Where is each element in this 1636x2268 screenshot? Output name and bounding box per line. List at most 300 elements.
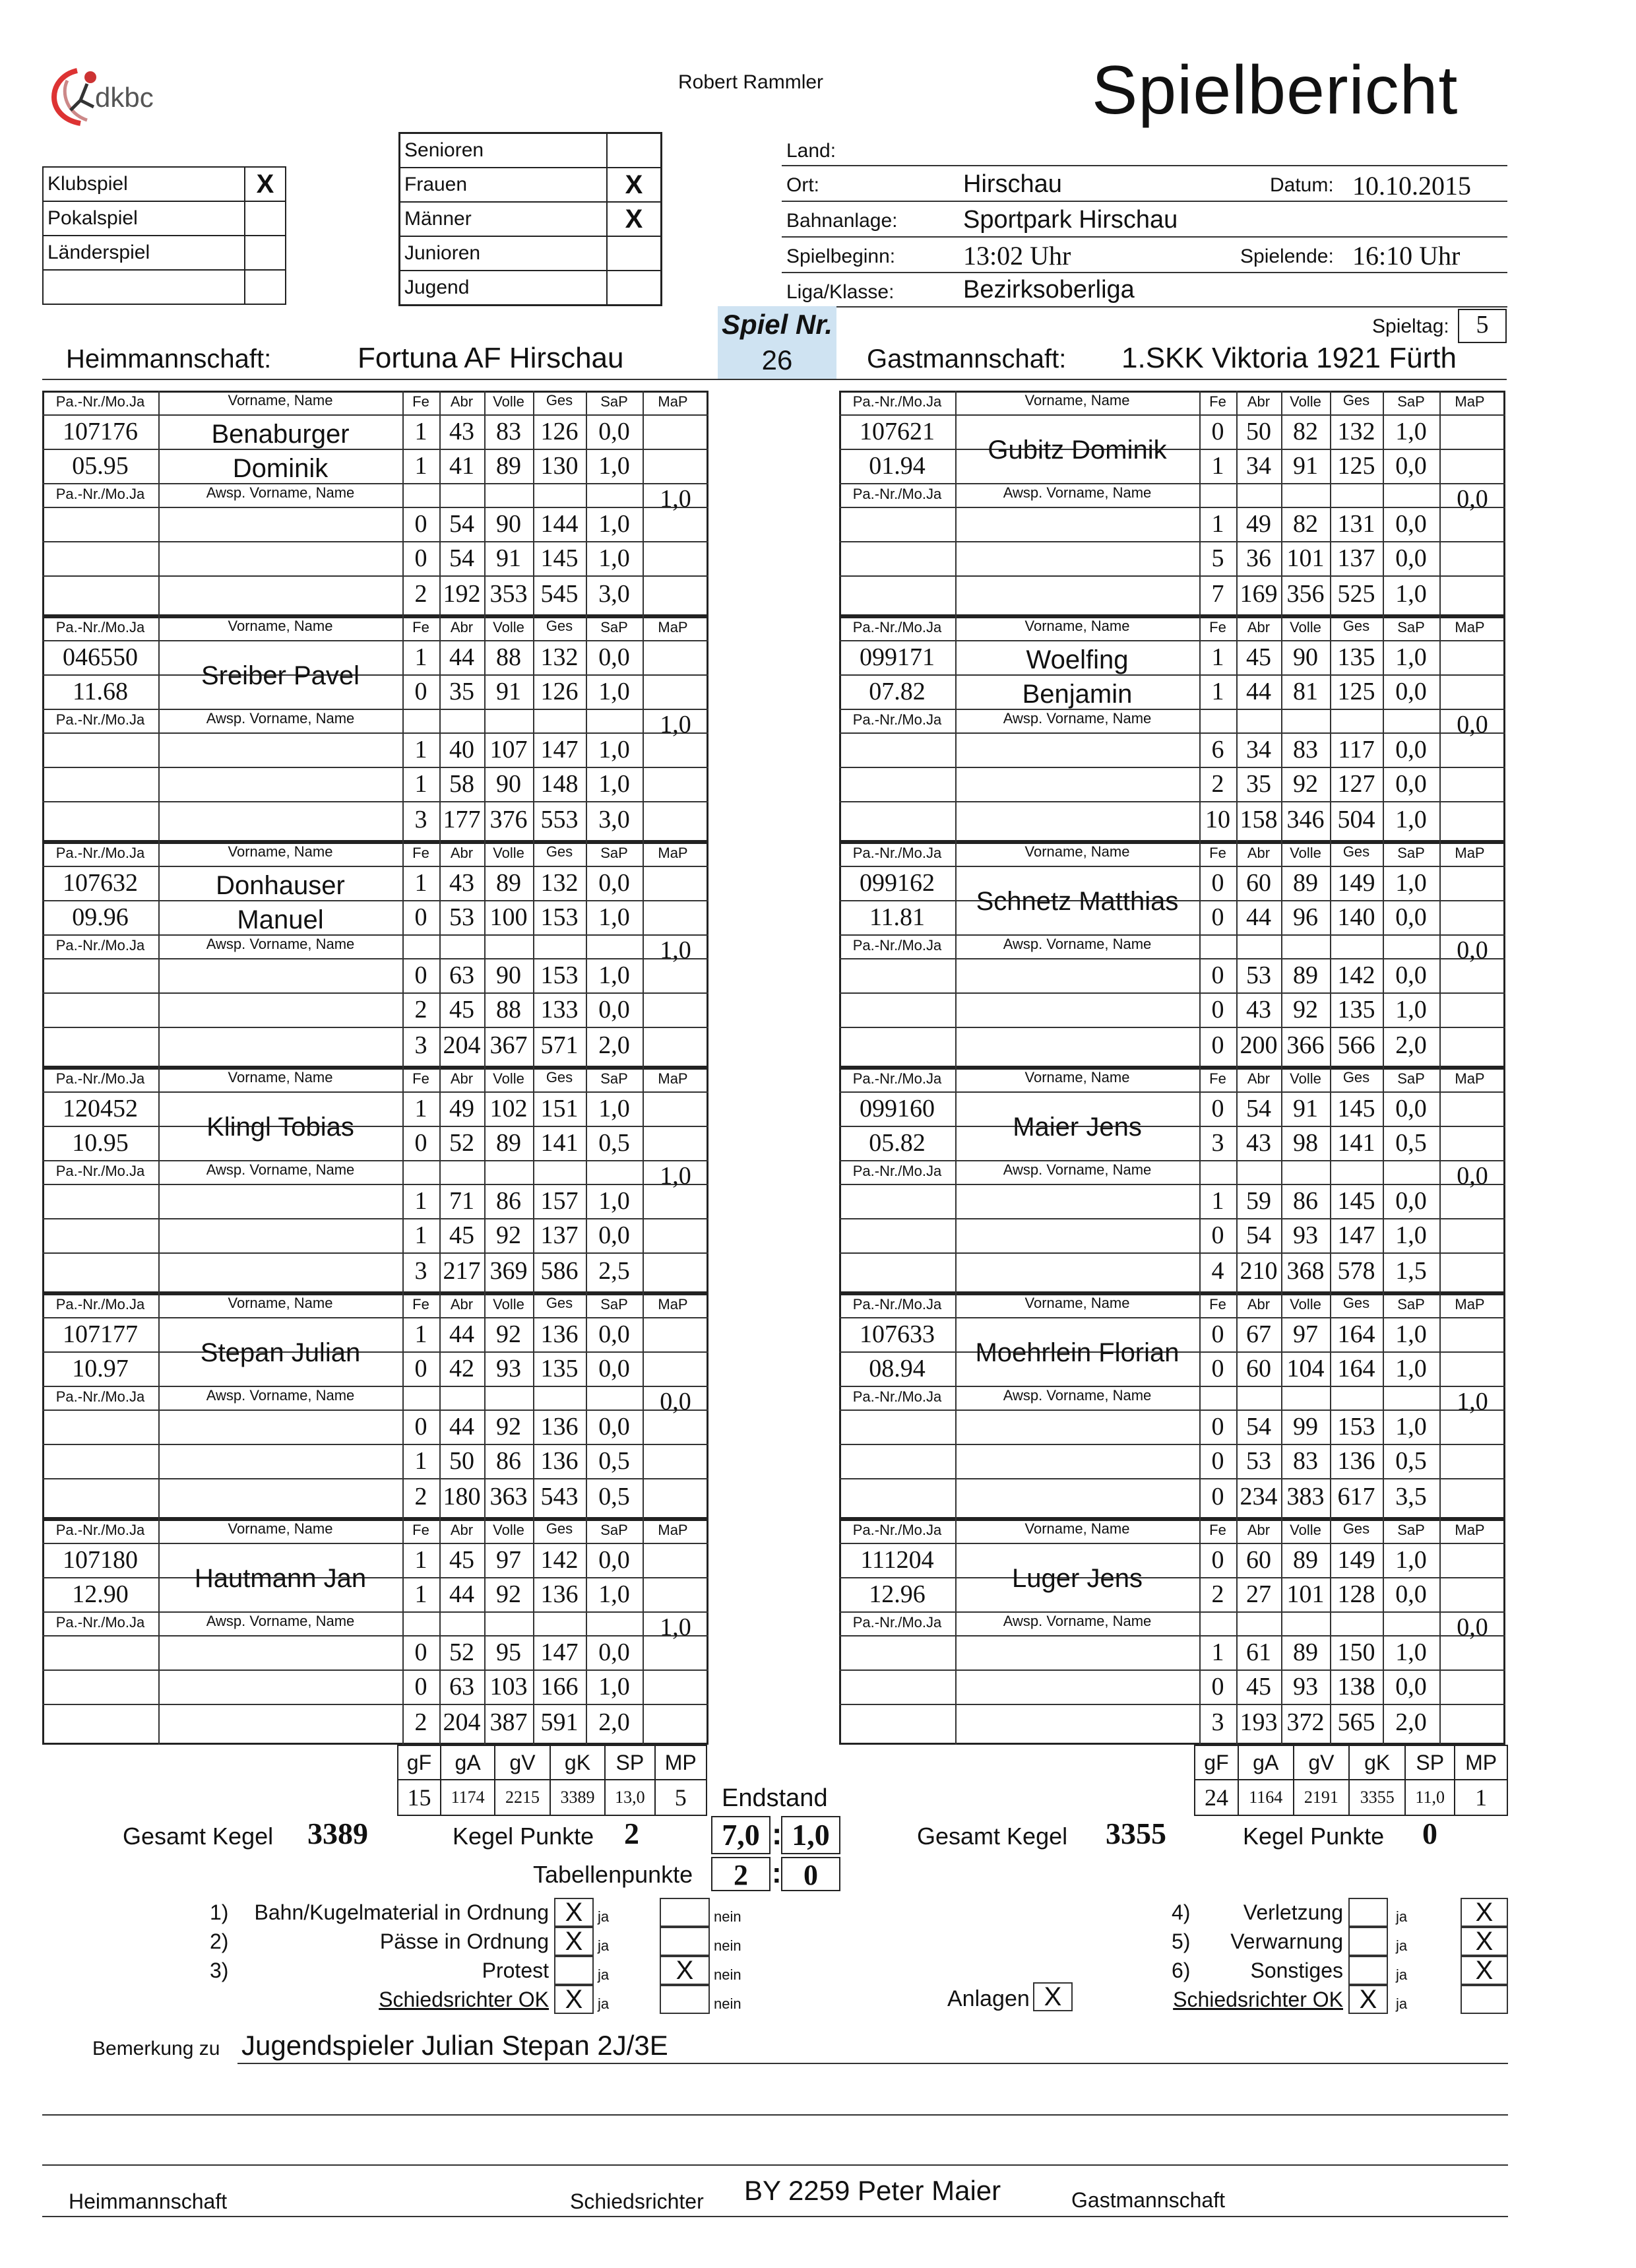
score-volle: 91 bbox=[496, 678, 521, 705]
total-abr: 192 bbox=[443, 580, 481, 608]
player-name-line1: Benaburger bbox=[211, 420, 350, 449]
score-sap: 0,0 bbox=[598, 1638, 630, 1666]
sap-header: SaP bbox=[1397, 619, 1425, 635]
awsp-header: Awsp. Vorname, Name bbox=[1003, 936, 1152, 952]
endstand-home: 7,0 bbox=[711, 1816, 771, 1854]
check-ja-box[interactable] bbox=[1348, 1898, 1388, 1927]
score-ges: 135 bbox=[1337, 643, 1375, 671]
fe-header: Fe bbox=[412, 1070, 429, 1087]
score-fe: 0 bbox=[414, 903, 427, 931]
map-value: 1,0 bbox=[660, 936, 691, 964]
score-abr: 44 bbox=[449, 1413, 474, 1441]
score-volle: 90 bbox=[496, 961, 521, 989]
score-volle: 82 bbox=[1293, 418, 1318, 445]
score-volle: 90 bbox=[1293, 643, 1318, 671]
ende-value: 16:10 Uhr bbox=[1352, 241, 1461, 271]
score-sap: 0,0 bbox=[1395, 1187, 1427, 1215]
spieltyp-label: Pokalspiel bbox=[43, 201, 245, 236]
pa-nr-header: Pa.-Nr./Mo.Ja bbox=[55, 1522, 145, 1538]
score-fe: 0 bbox=[1211, 1095, 1224, 1122]
summary-header: MP bbox=[655, 1745, 707, 1780]
player-block bbox=[839, 616, 1505, 842]
score-volle: 92 bbox=[496, 1413, 521, 1441]
map-value: 0,0 bbox=[1457, 1162, 1488, 1190]
birth-month-year: 05.82 bbox=[869, 1129, 926, 1157]
score-sap: 1,0 bbox=[1395, 1638, 1427, 1666]
birth-month-year: 10.95 bbox=[72, 1129, 129, 1157]
score-fe: 1 bbox=[414, 869, 427, 897]
vorname-header: Vorname, Name bbox=[1024, 1069, 1130, 1085]
check-right-box[interactable]: X bbox=[1461, 1956, 1508, 1985]
nein-label: nein bbox=[714, 1995, 741, 2012]
score-volle: 88 bbox=[496, 996, 521, 1023]
guest-gesamt-label: Gesamt Kegel bbox=[917, 1823, 1068, 1850]
score-abr: 35 bbox=[1246, 770, 1271, 798]
check-number: 5) bbox=[1172, 1929, 1191, 1953]
ja-label: ja bbox=[598, 1937, 610, 1954]
check-right-box[interactable]: X bbox=[1461, 1927, 1508, 1956]
score-volle: 100 bbox=[489, 903, 528, 931]
bemerkung-text: Jugendspieler Julian Stepan 2J/3E bbox=[241, 2030, 668, 2061]
spieltyp-table bbox=[42, 166, 286, 305]
spieltyp-mark bbox=[245, 201, 286, 236]
summary-value: 11,0 bbox=[1405, 1780, 1455, 1815]
ges-header: Ges bbox=[1342, 1069, 1370, 1085]
volle-header: Volle bbox=[1290, 1296, 1321, 1312]
ort-label: Ort: bbox=[786, 174, 819, 196]
volle-header: Volle bbox=[493, 1522, 524, 1538]
score-sap: 0,0 bbox=[1395, 544, 1427, 572]
score-sap: 1,0 bbox=[598, 452, 630, 480]
score-abr: 43 bbox=[449, 418, 474, 445]
score-volle: 93 bbox=[1293, 1673, 1318, 1701]
score-fe: 1 bbox=[1211, 452, 1224, 480]
score-volle: 90 bbox=[496, 770, 521, 798]
total-ges: 591 bbox=[540, 1708, 579, 1736]
birth-month-year: 07.82 bbox=[869, 678, 926, 705]
vorname-header: Vorname, Name bbox=[228, 843, 333, 860]
spiel-nr-box bbox=[718, 306, 836, 379]
abr-header: Abr bbox=[1247, 1522, 1271, 1538]
guest-team-name: 1.SKK Viktoria 1921 Fürth bbox=[1121, 342, 1457, 374]
score-sap: 0,0 bbox=[1395, 961, 1427, 989]
sap-header: SaP bbox=[600, 1522, 628, 1538]
score-abr: 45 bbox=[1246, 1673, 1271, 1701]
vorname-header: Vorname, Name bbox=[228, 1520, 333, 1537]
home-gesamt-value: 3389 bbox=[307, 1817, 368, 1850]
vorname-header: Vorname, Name bbox=[1024, 618, 1130, 634]
check-right-box[interactable] bbox=[1461, 1985, 1508, 2014]
anlagen-checkbox[interactable]: X bbox=[1033, 1982, 1073, 2011]
player-block bbox=[42, 1519, 708, 1745]
score-fe: 1 bbox=[414, 1580, 427, 1608]
guest-gesamt-value: 3355 bbox=[1106, 1817, 1166, 1850]
score-sap: 1,0 bbox=[598, 961, 630, 989]
score-abr: 53 bbox=[449, 903, 474, 931]
total-abr: 234 bbox=[1240, 1483, 1278, 1510]
guest-kegelpunkte-value: 0 bbox=[1422, 1817, 1437, 1850]
map-value: 0,0 bbox=[1457, 936, 1488, 964]
score-volle: 89 bbox=[1293, 1546, 1318, 1574]
player-name-line1: Donhauser bbox=[216, 871, 345, 900]
score-fe: 1 bbox=[414, 1447, 427, 1475]
score-volle: 91 bbox=[496, 544, 521, 572]
total-volle: 366 bbox=[1286, 1031, 1325, 1059]
score-sap: 0,5 bbox=[1395, 1447, 1427, 1475]
total-fe: 3 bbox=[414, 1257, 427, 1285]
score-sap: 1,0 bbox=[1395, 1546, 1427, 1574]
score-volle: 99 bbox=[1293, 1413, 1318, 1441]
score-sap: 1,0 bbox=[1395, 643, 1427, 671]
map-header: MaP bbox=[658, 619, 688, 635]
birth-month-year: 09.96 bbox=[72, 903, 129, 931]
score-volle: 88 bbox=[496, 643, 521, 671]
score-volle: 89 bbox=[496, 1129, 521, 1157]
pa-nr-header: Pa.-Nr./Mo.Ja bbox=[852, 486, 942, 502]
total-abr: 204 bbox=[443, 1031, 481, 1059]
summary-header: SP bbox=[1405, 1745, 1455, 1780]
pa-nr-header: Pa.-Nr./Mo.Ja bbox=[55, 1614, 145, 1631]
spieltyp-label bbox=[43, 270, 245, 304]
ja-label: ja bbox=[1396, 1995, 1408, 2012]
score-fe: 1 bbox=[1211, 643, 1224, 671]
score-abr: 60 bbox=[1246, 1546, 1271, 1574]
spiel-nr-label: Spiel Nr. bbox=[721, 309, 833, 340]
summary-header: gV bbox=[495, 1745, 550, 1780]
score-ges: 137 bbox=[1337, 544, 1375, 572]
spieltyp-mark: X bbox=[245, 167, 286, 201]
score-volle: 92 bbox=[496, 1580, 521, 1608]
vorname-header: Vorname, Name bbox=[1024, 843, 1130, 860]
score-abr: 54 bbox=[1246, 1221, 1271, 1249]
home-summary-table bbox=[397, 1745, 707, 1816]
pa-nr-header: Pa.-Nr./Mo.Ja bbox=[55, 937, 145, 954]
total-sap: 2,5 bbox=[598, 1257, 630, 1285]
ges-header: Ges bbox=[1342, 392, 1370, 408]
score-volle: 92 bbox=[496, 1221, 521, 1249]
total-abr: 158 bbox=[1240, 806, 1278, 833]
summary-value: 1174 bbox=[441, 1780, 495, 1815]
score-abr: 54 bbox=[1246, 1095, 1271, 1122]
check-number: 1) bbox=[210, 1900, 229, 1924]
score-ges: 145 bbox=[1337, 1187, 1375, 1215]
score-ges: 166 bbox=[540, 1673, 579, 1701]
score-volle: 89 bbox=[1293, 961, 1318, 989]
kategorie-mark: X bbox=[607, 202, 662, 236]
player-name bbox=[955, 643, 1199, 709]
pa-nr-header: Pa.-Nr./Mo.Ja bbox=[852, 1296, 942, 1312]
score-fe: 5 bbox=[1211, 544, 1224, 572]
total-fe: 3 bbox=[1211, 1708, 1224, 1736]
ges-header: Ges bbox=[1342, 843, 1370, 860]
summary-value: 2215 bbox=[495, 1780, 550, 1815]
spieltyp-mark bbox=[245, 270, 286, 304]
score-ges: 153 bbox=[1337, 1413, 1375, 1441]
awsp-header: Awsp. Vorname, Name bbox=[1003, 1613, 1152, 1629]
score-volle: 89 bbox=[496, 452, 521, 480]
nein-label: nein bbox=[714, 1966, 741, 1983]
check-ja-box[interactable]: X bbox=[554, 1898, 594, 1927]
check-ja-box[interactable]: X bbox=[554, 1985, 594, 2014]
volle-header: Volle bbox=[493, 393, 524, 410]
score-ges: 144 bbox=[540, 510, 579, 538]
player-name-line1: Moehrlein Florian bbox=[975, 1338, 1180, 1367]
total-fe: 2 bbox=[414, 580, 427, 608]
tabellenpunkte-guest: 0 bbox=[781, 1857, 840, 1891]
summary-header: gV bbox=[1294, 1745, 1350, 1780]
score-volle: 89 bbox=[496, 869, 521, 897]
map-value: 1,0 bbox=[660, 1162, 691, 1190]
score-fe: 1 bbox=[414, 643, 427, 671]
score-sap: 1,0 bbox=[1395, 1413, 1427, 1441]
score-fe: 0 bbox=[1211, 418, 1224, 445]
sap-header: SaP bbox=[600, 1296, 628, 1312]
player-name-line2: Manuel bbox=[237, 905, 324, 934]
ges-header: Ges bbox=[546, 392, 573, 408]
score-fe: 0 bbox=[414, 678, 427, 705]
awsp-header: Awsp. Vorname, Name bbox=[206, 484, 355, 501]
score-fe: 1 bbox=[414, 1221, 427, 1249]
player-name bbox=[955, 1094, 1199, 1160]
endstand-label: Endstand bbox=[722, 1784, 828, 1812]
spiel-nr-value: 26 bbox=[761, 344, 793, 375]
check-ja-box[interactable] bbox=[1348, 1956, 1388, 1985]
score-abr: 40 bbox=[449, 736, 474, 763]
score-ges: 150 bbox=[1337, 1638, 1375, 1666]
check-ja-box[interactable] bbox=[554, 1956, 594, 1985]
spieltag-value: 5 bbox=[1458, 309, 1507, 343]
vorname-header: Vorname, Name bbox=[228, 392, 333, 408]
score-ges: 136 bbox=[540, 1413, 579, 1441]
pa-nr-header: Pa.-Nr./Mo.Ja bbox=[852, 1614, 942, 1631]
score-sap: 1,0 bbox=[598, 1673, 630, 1701]
player-name-line1: Sreiber Pavel bbox=[201, 661, 360, 690]
sap-header: SaP bbox=[600, 845, 628, 861]
score-abr: 35 bbox=[449, 678, 474, 705]
total-ges: 566 bbox=[1337, 1031, 1375, 1059]
score-sap: 0,0 bbox=[1395, 1673, 1427, 1701]
score-sap: 0,0 bbox=[1395, 1580, 1427, 1608]
score-ges: 153 bbox=[540, 961, 579, 989]
score-abr: 43 bbox=[449, 869, 474, 897]
summary-header: gF bbox=[398, 1745, 441, 1780]
score-fe: 1 bbox=[414, 418, 427, 445]
check-number: 4) bbox=[1172, 1900, 1191, 1924]
score-fe: 0 bbox=[1211, 903, 1224, 931]
kategorie-label: Jugend bbox=[400, 271, 608, 306]
total-volle: 372 bbox=[1286, 1708, 1325, 1736]
pa-nr-header: Pa.-Nr./Mo.Ja bbox=[852, 393, 942, 410]
total-volle: 367 bbox=[489, 1031, 528, 1059]
total-fe: 4 bbox=[1211, 1257, 1224, 1285]
total-fe: 0 bbox=[1211, 1031, 1224, 1059]
tabellenpunkte-colon: : bbox=[772, 1857, 782, 1889]
pa-nr-header: Pa.-Nr./Mo.Ja bbox=[55, 1388, 145, 1405]
check-ja-box[interactable] bbox=[1348, 1927, 1388, 1956]
pa-nr-header: Pa.-Nr./Mo.Ja bbox=[852, 1163, 942, 1179]
score-ges: 136 bbox=[540, 1580, 579, 1608]
score-sap: 0,0 bbox=[1395, 903, 1427, 931]
score-fe: 0 bbox=[414, 1129, 427, 1157]
score-ges: 147 bbox=[1337, 1221, 1375, 1249]
player-block bbox=[839, 842, 1505, 1068]
player-block bbox=[839, 1293, 1505, 1519]
score-sap: 1,0 bbox=[1395, 996, 1427, 1023]
score-sap: 1,0 bbox=[598, 544, 630, 572]
home-team-name: Fortuna AF Hirschau bbox=[358, 342, 624, 374]
summary-value: 24 bbox=[1195, 1780, 1238, 1815]
total-volle: 368 bbox=[1286, 1257, 1325, 1285]
map-value: 1,0 bbox=[660, 485, 691, 513]
score-ges: 132 bbox=[540, 869, 579, 897]
total-ges: 553 bbox=[540, 806, 579, 833]
player-name-line1: Maier Jens bbox=[1013, 1113, 1142, 1142]
liga-label: Liga/Klasse: bbox=[786, 281, 895, 303]
total-sap: 2,0 bbox=[598, 1708, 630, 1736]
player-block bbox=[42, 391, 708, 616]
map-value: 0,0 bbox=[660, 1388, 691, 1415]
score-fe: 0 bbox=[1211, 869, 1224, 897]
score-sap: 1,0 bbox=[1395, 1355, 1427, 1382]
birth-month-year: 01.94 bbox=[869, 452, 926, 480]
score-ges: 131 bbox=[1337, 510, 1375, 538]
score-fe: 1 bbox=[414, 736, 427, 763]
check-ja-box[interactable]: X bbox=[1348, 1985, 1388, 2014]
pa-nr-header: Pa.-Nr./Mo.Ja bbox=[55, 1070, 145, 1087]
score-volle: 83 bbox=[1293, 736, 1318, 763]
score-ges: 145 bbox=[540, 544, 579, 572]
fe-header: Fe bbox=[1209, 1296, 1226, 1312]
summary-header: gK bbox=[550, 1745, 606, 1780]
player-block bbox=[839, 1068, 1505, 1293]
check-nein-box[interactable] bbox=[660, 1927, 710, 1956]
score-abr: 54 bbox=[449, 544, 474, 572]
map-header: MaP bbox=[1455, 845, 1485, 861]
guest-summary-table bbox=[1194, 1745, 1508, 1816]
spieltyp-mark bbox=[245, 236, 286, 270]
check-label: Bahn/Kugelmaterial in Ordnung bbox=[254, 1900, 549, 1924]
check-nein-box[interactable]: X bbox=[660, 1956, 710, 1985]
total-fe: 3 bbox=[414, 1031, 427, 1059]
score-volle: 92 bbox=[496, 1320, 521, 1348]
score-sap: 1,0 bbox=[598, 1095, 630, 1122]
score-ges: 125 bbox=[1337, 678, 1375, 705]
abr-header: Abr bbox=[1247, 1070, 1271, 1087]
total-sap: 3,0 bbox=[598, 580, 630, 608]
total-sap: 2,0 bbox=[598, 1031, 630, 1059]
score-volle: 97 bbox=[1293, 1320, 1318, 1348]
total-volle: 387 bbox=[489, 1708, 528, 1736]
bahn-label: Bahnanlage: bbox=[786, 210, 898, 232]
abr-header: Abr bbox=[1247, 393, 1271, 410]
abr-header: Abr bbox=[1247, 845, 1271, 861]
bahn-value: Sportpark Hirschau bbox=[963, 206, 1178, 234]
score-sap: 1,0 bbox=[598, 1187, 630, 1215]
check-ja-box[interactable]: X bbox=[554, 1927, 594, 1956]
vorname-header: Vorname, Name bbox=[228, 1295, 333, 1311]
vorname-header: Vorname, Name bbox=[228, 1069, 333, 1085]
player-name bbox=[158, 643, 402, 709]
score-ges: 132 bbox=[1337, 418, 1375, 445]
score-sap: 0,5 bbox=[598, 1447, 630, 1475]
home-kegelpunkte-value: 2 bbox=[624, 1817, 639, 1850]
logo-text: dkbc bbox=[95, 82, 154, 113]
home-team-label: Heimmannschaft: bbox=[66, 344, 272, 373]
check-nein-box[interactable] bbox=[660, 1985, 710, 2014]
summary-header: gA bbox=[441, 1745, 495, 1780]
summary-value: 3389 bbox=[550, 1780, 606, 1815]
check-label: Schiedsrichter OK bbox=[379, 1988, 549, 2011]
summary-value: 13,0 bbox=[605, 1780, 654, 1815]
score-ges: 117 bbox=[1338, 736, 1375, 763]
kategorie-mark bbox=[607, 133, 662, 168]
summary-value: 1 bbox=[1455, 1780, 1507, 1815]
player-name bbox=[158, 417, 402, 483]
volle-header: Volle bbox=[1290, 1070, 1321, 1087]
nein-label: nein bbox=[714, 1908, 741, 1925]
total-volle: 369 bbox=[489, 1257, 528, 1285]
score-abr: 45 bbox=[449, 1221, 474, 1249]
score-abr: 44 bbox=[1246, 678, 1271, 705]
total-abr: 193 bbox=[1240, 1708, 1278, 1736]
score-sap: 1,0 bbox=[598, 510, 630, 538]
home-gesamt-label: Gesamt Kegel bbox=[123, 1823, 274, 1850]
score-volle: 89 bbox=[1293, 869, 1318, 897]
score-ges: 164 bbox=[1337, 1320, 1375, 1348]
nein-label: nein bbox=[714, 1937, 741, 1954]
score-ges: 153 bbox=[540, 903, 579, 931]
score-abr: 45 bbox=[449, 1546, 474, 1574]
score-sap: 0,0 bbox=[1395, 510, 1427, 538]
pa-nr-header: Pa.-Nr./Mo.Ja bbox=[852, 1388, 942, 1405]
kategorie-label: Frauen bbox=[400, 168, 608, 202]
total-fe: 2 bbox=[414, 1483, 427, 1510]
birth-month-year: 10.97 bbox=[72, 1355, 129, 1382]
score-ges: 147 bbox=[540, 736, 579, 763]
volle-header: Volle bbox=[493, 845, 524, 861]
score-abr: 58 bbox=[449, 770, 474, 798]
ges-header: Ges bbox=[546, 843, 573, 860]
sap-header: SaP bbox=[600, 393, 628, 410]
pa-nr-header: Pa.-Nr./Mo.Ja bbox=[55, 711, 145, 728]
sap-header: SaP bbox=[600, 1070, 628, 1087]
kategorie-label: Senioren bbox=[400, 133, 608, 168]
fe-header: Fe bbox=[1209, 393, 1226, 410]
awsp-header: Awsp. Vorname, Name bbox=[206, 710, 355, 727]
ja-label: ja bbox=[598, 1966, 610, 1983]
check-right-box[interactable]: X bbox=[1461, 1898, 1508, 1927]
pass-number: 107180 bbox=[63, 1546, 138, 1574]
score-abr: 44 bbox=[1246, 903, 1271, 931]
player-name-line2: Benjamin bbox=[1022, 680, 1133, 709]
fe-header: Fe bbox=[412, 845, 429, 861]
check-label: Pässe in Ordnung bbox=[379, 1929, 549, 1953]
score-sap: 0,0 bbox=[1395, 452, 1427, 480]
score-sap: 1,0 bbox=[598, 736, 630, 763]
total-fe: 3 bbox=[414, 806, 427, 833]
check-nein-box[interactable] bbox=[660, 1898, 710, 1927]
tabellenpunkte-label: Tabellenpunkte bbox=[533, 1861, 693, 1888]
score-abr: 53 bbox=[1246, 961, 1271, 989]
map-header: MaP bbox=[1455, 1522, 1485, 1538]
score-sap: 1,0 bbox=[1395, 1221, 1427, 1249]
total-ges: 571 bbox=[540, 1031, 579, 1059]
pa-nr-header: Pa.-Nr./Mo.Ja bbox=[852, 711, 942, 728]
score-volle: 81 bbox=[1293, 678, 1318, 705]
dkbc-logo bbox=[41, 61, 193, 133]
total-ges: 578 bbox=[1337, 1257, 1375, 1285]
score-abr: 53 bbox=[1246, 1447, 1271, 1475]
